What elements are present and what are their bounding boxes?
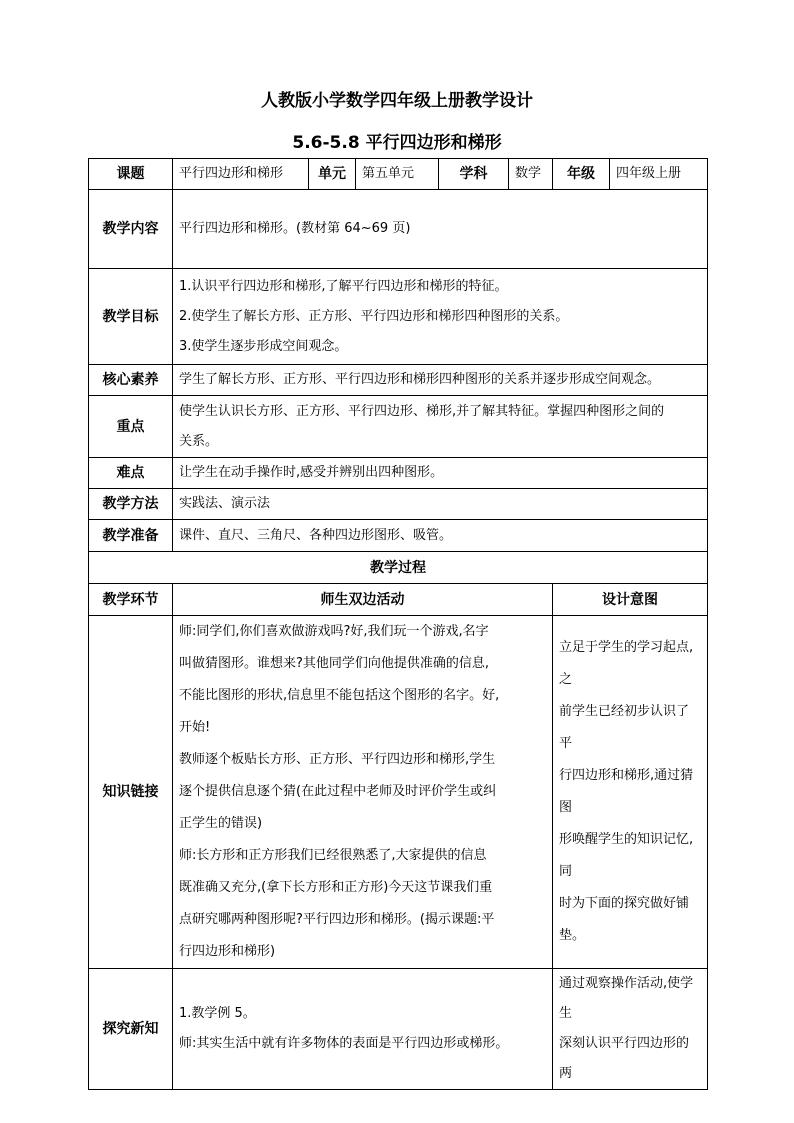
topic-label: 课题 bbox=[89, 159, 173, 190]
preparation-label: 教学准备 bbox=[89, 520, 173, 552]
stage-explore: 探究新知 bbox=[89, 969, 173, 1090]
process-heading: 教学过程 bbox=[89, 552, 708, 584]
activity-line: 师:长方形和正方形我们已经很熟悉了,大家提供的信息 bbox=[179, 848, 487, 863]
explore-row bbox=[89, 969, 708, 1090]
unit-label: 单元 bbox=[309, 159, 356, 190]
activity-line: 开始! bbox=[179, 720, 211, 735]
method-label: 教学方法 bbox=[89, 489, 173, 520]
goal-item: 1.认识平行四边形和梯形,了解平行四边形和梯形的特征。 bbox=[179, 278, 508, 294]
document-subtitle: 5.6-5.8 平行四边形和梯形 bbox=[292, 133, 502, 153]
intent-line: 时为下面的探究做好铺垫。 bbox=[559, 896, 690, 943]
knowledge-link-row bbox=[89, 616, 708, 969]
goals-label: 教学目标 bbox=[89, 269, 173, 365]
content-label: 教学内容 bbox=[89, 190, 173, 269]
goal-item: 2.使学生了解长方形、正方形、平行四边形和梯形四种图形的关系。 bbox=[179, 308, 569, 324]
unit-value: 第五单元 bbox=[356, 159, 439, 190]
grade-value: 四年级上册 bbox=[610, 159, 708, 190]
key-point-line: 关系。 bbox=[179, 433, 219, 449]
activity-line: 教师逐个板贴长方形、正方形、平行四边形和梯形,学生 bbox=[179, 752, 496, 767]
activity-line: 既准确又充分,(拿下长方形和正方形)今天这节课我们重 bbox=[179, 880, 493, 895]
stage-column-header: 教学环节 bbox=[89, 584, 173, 616]
difficulty-label: 难点 bbox=[89, 458, 173, 489]
activity-line: 叫做猜图形。谁想来?其他同学们向他提供准确的信息, bbox=[179, 656, 490, 671]
difficulty-row bbox=[89, 458, 708, 489]
content-row bbox=[89, 190, 708, 269]
goal-item: 3.使学生逐步形成空间观念。 bbox=[179, 338, 348, 354]
intent-line: 行四边形和梯形,通过猜图 bbox=[559, 768, 694, 815]
subject-label: 学科 bbox=[439, 159, 509, 190]
method-value: 实践法、演示法 bbox=[173, 489, 708, 520]
goals-list bbox=[173, 269, 708, 365]
activity-line: 师:其实生活中就有许多物体的表面是平行四边形或梯形。 bbox=[179, 1036, 509, 1051]
subject-value: 数学 bbox=[509, 159, 553, 190]
activity-line: 正学生的错误) bbox=[179, 816, 263, 831]
stage-knowledge-link: 知识链接 bbox=[89, 616, 173, 969]
key-point-row bbox=[89, 396, 708, 458]
literacy-label: 核心素养 bbox=[89, 365, 173, 396]
lesson-plan-table bbox=[88, 158, 708, 1090]
key-point-label: 重点 bbox=[89, 396, 173, 458]
intent-line: 形唤醒学生的知识记忆,同 bbox=[559, 832, 694, 879]
document-title: 人教版小学数学四年级上册教学设计 bbox=[261, 91, 533, 111]
activity-line: 师:同学们,你们喜欢做游戏吗?好,我们玩一个游戏,名字 bbox=[179, 624, 489, 639]
preparation-value: 课件、直尺、三角尺、各种四边形图形、吸管。 bbox=[173, 520, 708, 552]
explore-intent bbox=[553, 969, 708, 1090]
literacy-value: 学生了解长方形、正方形、平行四边形和梯形四种图形的关系并逐步形成空间观念。 bbox=[173, 365, 708, 396]
explore-activity bbox=[173, 969, 553, 1090]
activity-column-header: 师生双边活动 bbox=[173, 584, 553, 616]
difficulty-value: 让学生在动手操作时,感受并辨别出四种图形。 bbox=[173, 458, 708, 489]
intent-line: 深刻认识平行四边形的两 bbox=[559, 1036, 690, 1081]
process-heading-row bbox=[89, 552, 708, 584]
activity-line: 点研究哪两种图形呢?平行四边形和梯形。(揭示课题:平 bbox=[179, 912, 495, 927]
key-point-line: 使学生认识长方形、正方形、平行四边形、梯形,并了解其特征。掌握四种图形之间的 bbox=[179, 403, 665, 419]
info-row bbox=[89, 159, 708, 190]
activity-line: 不能比图形的形状,信息里不能包括这个图形的名字。好, bbox=[179, 688, 500, 703]
preparation-row bbox=[89, 520, 708, 552]
intent-line: 前学生已经初步认识了平 bbox=[559, 704, 690, 751]
knowledge-link-activity bbox=[173, 616, 553, 969]
intent-line: 立足于学生的学习起点,之 bbox=[559, 640, 694, 687]
topic-value: 平行四边形和梯形 bbox=[173, 159, 309, 190]
goals-row bbox=[89, 269, 708, 365]
intent-line: 通过观察操作活动,使学生 bbox=[559, 976, 694, 1021]
process-columns-row bbox=[89, 584, 708, 616]
method-row bbox=[89, 489, 708, 520]
activity-line: 1.教学例 5。 bbox=[179, 1006, 256, 1021]
key-point-value bbox=[173, 396, 708, 458]
grade-label: 年级 bbox=[553, 159, 610, 190]
content-value: 平行四边形和梯形。(教材第 64~69 页) bbox=[173, 190, 708, 269]
knowledge-link-intent bbox=[553, 616, 708, 969]
activity-line: 逐个提供信息逐个猜(在此过程中老师及时评价学生或纠 bbox=[179, 784, 497, 799]
intent-column-header: 设计意图 bbox=[553, 584, 708, 616]
literacy-row bbox=[89, 365, 708, 396]
activity-line: 行四边形和梯形) bbox=[179, 944, 276, 959]
